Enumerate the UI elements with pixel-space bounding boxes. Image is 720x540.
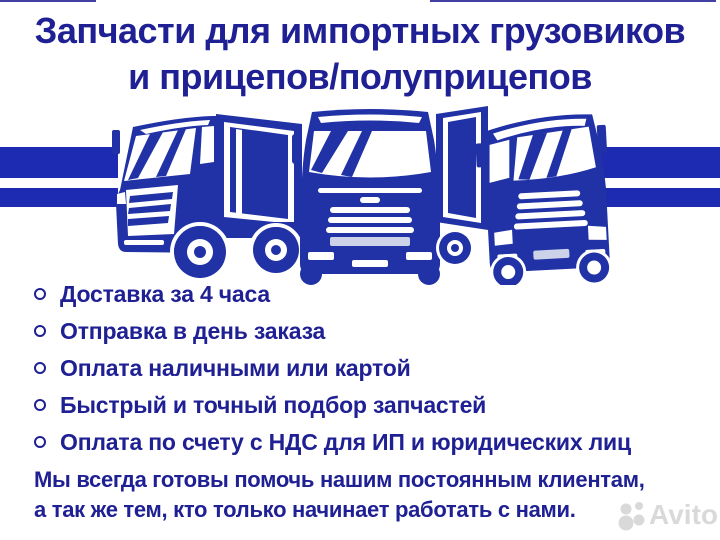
bullet-circle-icon xyxy=(34,399,46,411)
list-item-label: Доставка за 4 часа xyxy=(60,280,270,307)
avito-logo-icon xyxy=(616,499,648,531)
list-item-label: Быстрый и точный подбор запчастей xyxy=(60,391,487,418)
bullet-circle-icon xyxy=(34,436,46,448)
truck-right-illustration xyxy=(436,106,614,285)
bullet-circle-icon xyxy=(34,362,46,374)
list-item-label: Оплата наличными или картой xyxy=(60,354,411,381)
benefits-list xyxy=(30,282,631,467)
closing-note-line-2: а так же тем, кто только начинает работать с нами. xyxy=(34,497,576,522)
bullet-circle-icon xyxy=(34,325,46,337)
list-item-label: Оплата по счету с НДС для ИП и юридических лиц xyxy=(60,428,631,455)
closing-note-line-1: Мы всегда готовы помочь нашим постоянным клиентам, xyxy=(34,467,645,492)
headline xyxy=(0,8,720,100)
headline-line-2: и прицепов/полуприцепов xyxy=(128,56,592,97)
avito-watermark-label: Avito xyxy=(649,499,718,530)
avito-watermark xyxy=(616,498,718,532)
list-item-label: Отправка в день заказа xyxy=(60,317,326,344)
list-item xyxy=(30,393,631,417)
closing-note xyxy=(34,465,645,525)
list-item xyxy=(30,319,631,343)
list-item xyxy=(30,282,631,306)
trucks-illustration-svg xyxy=(0,100,720,285)
list-item xyxy=(30,356,631,380)
headline-line-1: Запчасти для импортных грузовиков xyxy=(34,10,686,51)
top-border-artifact-left xyxy=(0,0,96,2)
list-item xyxy=(30,430,631,454)
top-border-artifact-right xyxy=(430,0,716,2)
trucks-illustration xyxy=(0,100,720,285)
grille xyxy=(330,207,410,213)
bullet-circle-icon xyxy=(34,288,46,300)
